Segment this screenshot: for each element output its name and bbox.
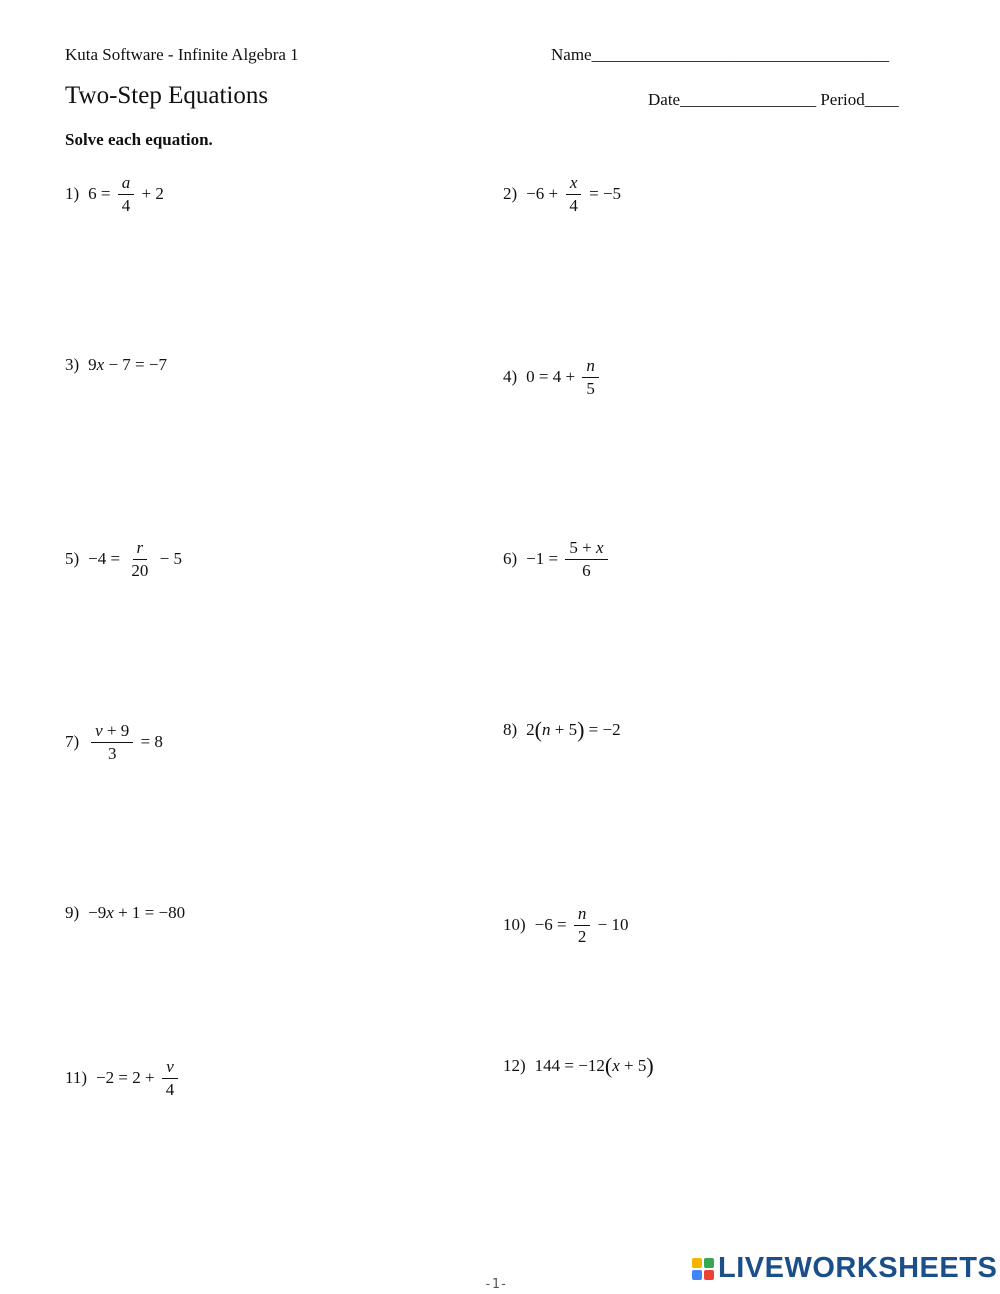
math-text: 20: [131, 560, 149, 580]
publisher-label: Kuta Software - Infinite Algebra 1: [65, 45, 299, 64]
math-text: 2: [577, 926, 587, 946]
problem-number: 12): [503, 1056, 526, 1075]
denominator: [118, 195, 135, 215]
math-text: = −2: [584, 720, 621, 739]
problem-8: [503, 719, 621, 741]
math-text: −6 =: [534, 915, 571, 935]
problem-number: 11): [65, 1068, 88, 1088]
math-text: 5: [586, 378, 595, 398]
math-text: − 7 = −7: [104, 355, 167, 374]
math-text: 4: [165, 1079, 175, 1099]
variable: r: [136, 538, 144, 557]
fraction: [118, 174, 135, 215]
fraction: [565, 539, 607, 580]
math-text: −9: [88, 903, 107, 922]
math-text: + 2: [137, 184, 164, 204]
math-text: 4: [121, 195, 131, 215]
logo-square: [692, 1270, 702, 1280]
math-text: 144 = −12: [534, 1056, 605, 1075]
math-text: 6: [582, 560, 591, 580]
problem-number: 9): [65, 903, 80, 922]
fraction: [565, 174, 582, 215]
problem-7: [65, 722, 163, 763]
equation: [526, 719, 620, 741]
logo-square: [692, 1258, 702, 1268]
variable: v: [166, 1057, 174, 1076]
problem-2: [503, 174, 621, 215]
math-text: −1 =: [526, 549, 563, 569]
problem-12: [503, 1055, 654, 1077]
problem-number: 4): [503, 367, 518, 387]
parenthesis: ): [646, 1053, 654, 1078]
equation: [535, 1055, 654, 1077]
numerator: [565, 539, 607, 560]
numerator: [162, 1058, 178, 1079]
problem-number: 6): [503, 549, 518, 569]
math-text: − 5: [155, 549, 182, 569]
variable: x: [569, 173, 578, 192]
numerator: [91, 722, 133, 743]
variable: a: [121, 173, 131, 192]
liveworksheets-logo[interactable]: [692, 1252, 997, 1285]
problem-number: 1): [65, 184, 80, 204]
problem-9: [65, 903, 185, 923]
problem-number: 8): [503, 720, 518, 739]
numerator: [582, 357, 599, 378]
logo-mark-icon: [692, 1258, 714, 1280]
problem-number: 2): [503, 184, 518, 204]
logo-text: LIVEWORKSHEETS: [718, 1252, 998, 1284]
numerator: [133, 539, 148, 560]
problem-5: [65, 539, 182, 580]
math-text: + 9: [102, 721, 130, 740]
numerator: [118, 174, 135, 195]
math-text: 5 +: [569, 538, 596, 557]
logo-square: [704, 1258, 714, 1268]
math-text: + 5: [619, 1056, 647, 1075]
problem-number: 7): [65, 732, 80, 752]
equation: [88, 355, 167, 375]
fraction: [127, 539, 152, 580]
denominator: [104, 743, 121, 763]
math-text: 4: [569, 195, 578, 215]
page-title: Two-Step Equations: [65, 82, 269, 109]
parenthesis: ): [577, 717, 585, 742]
math-text: − 10: [593, 915, 629, 935]
equation: [526, 357, 602, 398]
page-number: -1-: [484, 1277, 508, 1292]
math-text: 9: [88, 355, 97, 374]
equation: [88, 539, 182, 580]
problem-6: [503, 539, 611, 580]
problem-4: [503, 357, 602, 398]
math-text: = −5: [584, 184, 622, 204]
instructions: Solve each equation.: [65, 130, 213, 149]
denominator: [578, 560, 595, 580]
math-text: −2 = 2 +: [96, 1068, 159, 1088]
math-text: = 8: [136, 732, 163, 752]
equation: [88, 174, 164, 215]
equation: [88, 903, 185, 923]
math-text: −6 +: [526, 184, 563, 204]
denominator: [127, 560, 152, 580]
math-text: 2: [526, 720, 535, 739]
logo-square: [704, 1270, 714, 1280]
problem-1: [65, 174, 164, 215]
numerator: [566, 174, 582, 195]
variable: n: [586, 356, 595, 375]
math-text: 0 = 4 +: [526, 367, 580, 387]
math-text: + 1 = −80: [113, 903, 186, 922]
date-period-field: Date________________ Period____: [648, 90, 899, 109]
denominator: [574, 926, 591, 946]
equation: [526, 174, 621, 215]
name-field: Name___________________________________: [551, 45, 890, 64]
problem-number: 10): [503, 915, 526, 935]
math-text: + 5: [550, 720, 578, 739]
math-text: 6 =: [88, 184, 115, 204]
variable: x: [595, 538, 604, 557]
denominator: [565, 195, 582, 215]
variable: n: [542, 720, 551, 739]
fraction: [91, 722, 133, 763]
denominator: [162, 1079, 179, 1099]
numerator: [574, 905, 591, 926]
equation: [526, 539, 610, 580]
problem-11: [65, 1058, 181, 1099]
denominator: [582, 378, 599, 398]
equation: [535, 905, 629, 946]
problem-number: 5): [65, 549, 80, 569]
parenthesis: (: [534, 717, 542, 742]
variable: x: [612, 1056, 620, 1075]
equation: [88, 722, 163, 763]
math-text: 3: [107, 743, 117, 763]
fraction: [574, 905, 591, 946]
variable: x: [96, 355, 105, 374]
variable: n: [577, 904, 587, 923]
problem-number: 3): [65, 355, 80, 374]
variable: v: [95, 721, 103, 740]
fraction: [162, 1058, 179, 1099]
equation: [96, 1058, 181, 1099]
variable: x: [106, 903, 114, 922]
problem-10: [503, 905, 628, 946]
math-text: −4 =: [88, 549, 125, 569]
parenthesis: (: [604, 1053, 613, 1078]
problem-3: [65, 355, 167, 375]
fraction: [582, 357, 599, 398]
